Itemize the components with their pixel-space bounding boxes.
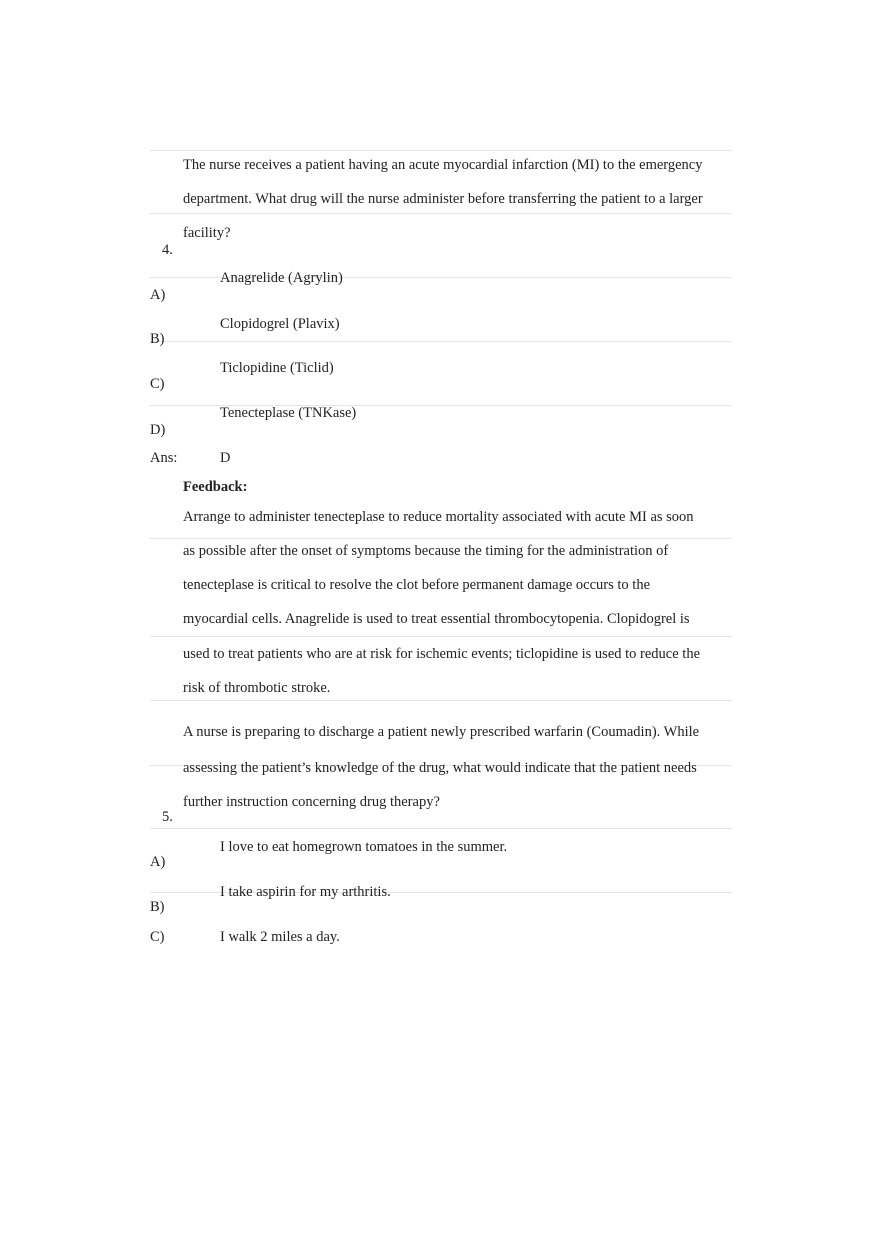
feedback-line-5: used to treat patients who are at risk for ischemic events; ticlopidine is used to reduce the — [183, 646, 701, 662]
option-c-letter: C) — [150, 376, 165, 392]
option-d-text: Tenecteplase (TNKase) — [220, 405, 357, 421]
question-5-stem-line-3: further instruction concerning drug therapy? — [183, 794, 440, 810]
feedback-heading: Feedback: — [183, 479, 248, 495]
divider — [150, 828, 732, 829]
question-5-stem-line-1: A nurse is preparing to discharge a patient newly prescribed warfarin (Coumadin). While — [183, 724, 700, 740]
divider — [150, 341, 732, 342]
option-c-text: Ticlopidine (Ticlid) — [220, 360, 334, 376]
option-b-letter: B) — [150, 331, 165, 347]
feedback-line-4: myocardial cells. Anagrelide is used to treat essential thrombocytopenia. Clopidogrel is — [183, 611, 690, 627]
divider — [150, 636, 732, 637]
question-4-stem-line-2: department. What drug will the nurse administer before transferring the patient to a larger — [183, 191, 703, 207]
option-a-text: Anagrelide (Agrylin) — [220, 270, 343, 286]
feedback-line-6: risk of thrombotic stroke. — [183, 680, 331, 696]
question-4-stem-line-1: The nurse receives a patient having an acute myocardial infarction (MI) to the emergency — [183, 157, 703, 173]
q5-option-b-text: I take aspirin for my arthritis. — [220, 884, 391, 900]
question-4-number: 4. — [162, 242, 173, 258]
divider — [150, 700, 732, 701]
divider — [150, 538, 732, 539]
question-4-stem-line-3: facility? — [183, 225, 231, 241]
q5-option-c-letter: C) — [150, 929, 165, 945]
question-5-number: 5. — [162, 809, 173, 825]
answer-label: Ans: — [150, 450, 178, 466]
q5-option-c-text: I walk 2 miles a day. — [220, 929, 340, 945]
option-a-letter: A) — [150, 287, 166, 303]
feedback-line-2: as possible after the onset of symptoms because the timing for the administration of — [183, 543, 669, 559]
q5-option-a-text: I love to eat homegrown tomatoes in the summer. — [220, 839, 508, 855]
question-5-stem-line-2: assessing the patient’s knowledge of the drug, what would indicate that the patient needs — [183, 760, 697, 776]
feedback-line-3: tenecteplase is critical to resolve the clot before permanent damage occurs to the — [183, 577, 651, 593]
divider — [150, 150, 732, 151]
q5-option-a-letter: A) — [150, 854, 166, 870]
divider — [150, 213, 732, 214]
option-d-letter: D) — [150, 422, 166, 438]
q5-option-b-letter: B) — [150, 899, 165, 915]
option-b-text: Clopidogrel (Plavix) — [220, 316, 340, 332]
feedback-line-1: Arrange to administer tenecteplase to reduce mortality associated with acute MI as soon — [183, 509, 694, 525]
answer-value: D — [220, 450, 231, 466]
